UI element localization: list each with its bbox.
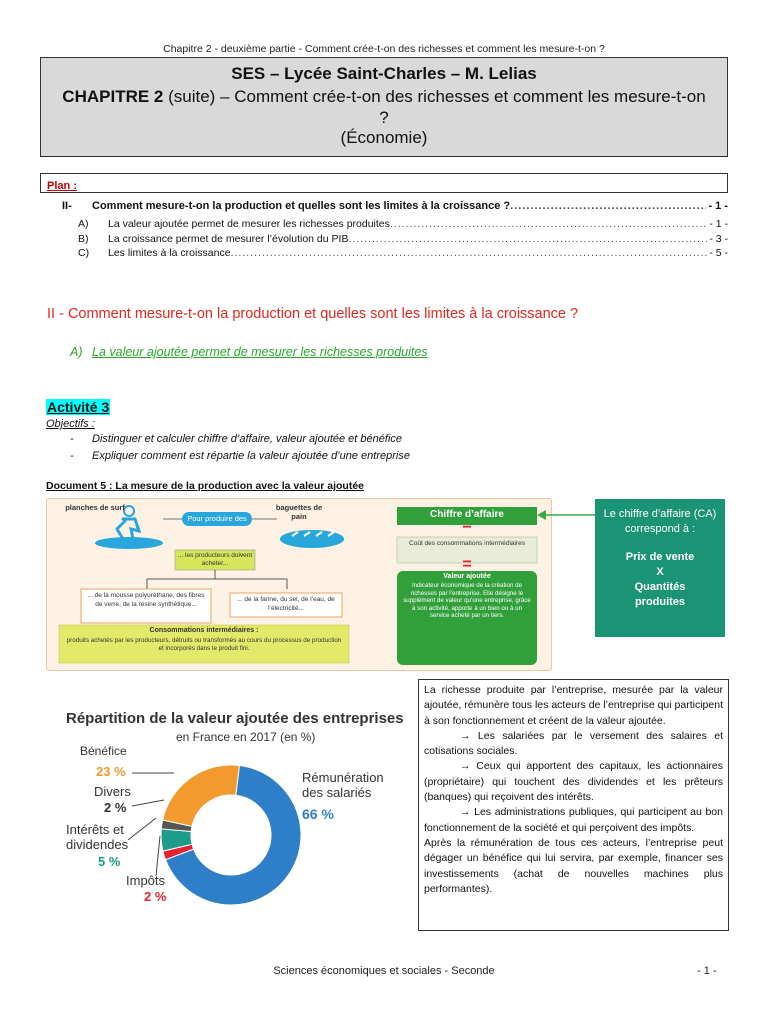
paragraph: La richesse produite par l’entreprise, mesurée par la valeur ajoutée, rémunère tous les acteurs de l’entreprise qui participent à son fonctionnement et créent de la valeur ajoutée. — [424, 684, 723, 727]
materials-bread: ... de la farine, du sel, de l’eau, de l’électricité... — [237, 596, 335, 612]
slice-value-salaires: 66 % — [302, 806, 334, 822]
activity-title: Activité 3 — [47, 399, 110, 415]
minus-sign: − — [462, 519, 472, 536]
slice-value-divers: 2 % — [104, 800, 127, 815]
toc-leader — [390, 218, 707, 230]
toc-row[interactable] — [78, 218, 728, 230]
plan-box — [40, 173, 728, 193]
slice-value-impots: 2 % — [144, 889, 167, 904]
toc-leader — [510, 200, 706, 212]
va-text: Indicateur économique de la création de richesses par l’entreprise. Elle désigne le supplément de valeur qu’une entreprise, grâce à son activité, apporte à un bien ou à un service acheté par un tiers. — [403, 582, 531, 620]
running-header: Chapitre 2 - deuxième partie - Comment crée-t-on des richesses et comment les mesure-t-on ? — [163, 43, 605, 55]
producers-text: ... les producteurs doivent acheter... — [177, 552, 253, 567]
chart-title: Répartition de la valeur ajoutée des entreprises — [66, 710, 404, 727]
ca-line-quantity: Quantités produites — [634, 581, 686, 608]
toc-page: - 1 - — [708, 200, 728, 212]
title-box — [40, 57, 728, 157]
paragraph: → Ceux qui apportent des capitaux, les actionnaires (propriétaire) qui touchent des dividendes et les prêteurs (banques) qui reçoivent des intérêts. — [424, 760, 723, 804]
objectives-label: Objectifs : — [46, 418, 95, 430]
value-added-illustration — [46, 498, 552, 671]
chapter-number: CHAPITRE 2 — [62, 87, 164, 106]
ca-line-x: X — [656, 566, 664, 578]
toc-num: A) — [78, 218, 89, 230]
va-title: Valeur ajoutée — [443, 573, 491, 580]
paragraph: → Les administrations publiques, qui participent au bon fonctionnement de la société et qui perçoivent des impôts. — [424, 806, 723, 834]
arrow-icon — [536, 508, 598, 522]
value-added-chart — [46, 690, 422, 930]
toc-num: C) — [78, 247, 90, 259]
label-surf: planches de surf — [65, 503, 125, 512]
slice-label-benefice: Bénéfice — [80, 744, 127, 758]
ci-text: produits achetés par les producteurs, détruits ou transformés au cours du processus de production et incorporés dans le produit fini. — [66, 637, 342, 652]
objective-item: - Expliquer comment est répartie la valeur ajoutée d’une entreprise — [70, 450, 410, 462]
equals-sign: = — [462, 556, 472, 573]
footer-title: Sciences économiques et sociales - Seconde — [273, 965, 495, 977]
toc-leader — [231, 247, 708, 259]
sub-heading — [70, 345, 428, 359]
ca-line-price: Prix de vente — [625, 551, 695, 563]
ca-definition-box — [595, 499, 725, 637]
objective-item: - Distinguer et calculer chiffre d’affaire, valeur ajoutée et bénéfice — [70, 433, 403, 445]
label-bread: baguettes de pain — [275, 503, 323, 521]
section-heading: II - Comment mesure-t-on la production et quelles sont les limites à la croissance ? — [47, 306, 579, 322]
materials-surf: ... de la mousse polyuréthane, des fibres de verre, de la résine synthétique... — [87, 592, 205, 608]
chapter-title: (suite) – Comment crée-t-on des richesses et comment les mesure-t-on ? — [163, 87, 706, 127]
label-center: Pour produire des — [187, 514, 247, 523]
surfer-icon — [95, 506, 163, 549]
slice-value-interets: 5 % — [98, 854, 121, 869]
bread-icon — [280, 530, 344, 548]
paragraph: Après la rémunération de tous ces acteurs, l’entreprise peut dégager un bénéfice qui lui servira, par exemple, financer ses investissements (achat de nouvelles machines plus performantes). — [424, 836, 723, 895]
leader-lines — [46, 690, 422, 930]
slice-label-salaires: Rémunération des salariés — [302, 770, 384, 800]
slice-label-impots: Impôts — [126, 873, 166, 888]
toc-page: - 5 - — [709, 247, 728, 259]
toc-text: Comment mesure-t-on la production et quelles sont les limites à la croissance ? — [92, 200, 511, 212]
toc-row[interactable] — [78, 233, 728, 245]
slice-label-divers: Divers — [94, 784, 131, 799]
title-subject: (Économie) — [340, 128, 428, 147]
slice-label-interets: Intérêts et dividendes — [66, 822, 129, 852]
objective-text: Expliquer comment est répartie la valeur ajoutée d’une entreprise — [92, 450, 410, 462]
sub-heading-label: A) — [70, 345, 83, 359]
toc-text: La croissance permet de mesurer l’évolution du PIB — [108, 233, 349, 245]
objective-text: Distinguer et calculer chiffre d’affaire, valeur ajoutée et bénéfice — [92, 433, 403, 445]
title-school: SES – Lycée Saint-Charles – M. Lelias — [231, 64, 537, 83]
footer-page-number: - 1 - — [697, 965, 717, 977]
toc-row[interactable] — [78, 247, 728, 259]
toc-row[interactable] — [62, 200, 728, 212]
toc-text: La valeur ajoutée permet de mesurer les richesses produites — [108, 218, 390, 230]
ca-intro: Le chiffre d’affaire (CA) correspond à : — [603, 508, 717, 535]
slice-value-benefice: 23 % — [96, 764, 126, 779]
toc-num: B) — [78, 233, 89, 245]
ci-title: Consommations intermédiaires : — [149, 627, 259, 634]
plan-label: Plan : — [47, 180, 77, 192]
chart-subtitle: en France en 2017 (en %) — [176, 730, 316, 744]
ca-label: Chiffre d’affaire — [430, 509, 504, 520]
toc-leader — [348, 233, 707, 245]
ci-cost-label: Coût des consommations intermédiaires — [409, 540, 525, 547]
toc-page: - 1 - — [709, 218, 728, 230]
value-added-explanation — [418, 679, 729, 931]
toc-num: II- — [62, 200, 72, 212]
paragraph: → Les salariées par le versement des salaires et cotisations sociales. — [424, 729, 723, 758]
title-chapter — [41, 86, 727, 128]
sub-heading-text: La valeur ajoutée permet de mesurer les richesses produites — [92, 345, 428, 359]
toc-text: Les limites à la croissance — [108, 247, 231, 259]
toc-page: - 3 - — [709, 233, 728, 245]
document-title: Document 5 : La mesure de la production avec la valeur ajoutée — [46, 480, 365, 492]
